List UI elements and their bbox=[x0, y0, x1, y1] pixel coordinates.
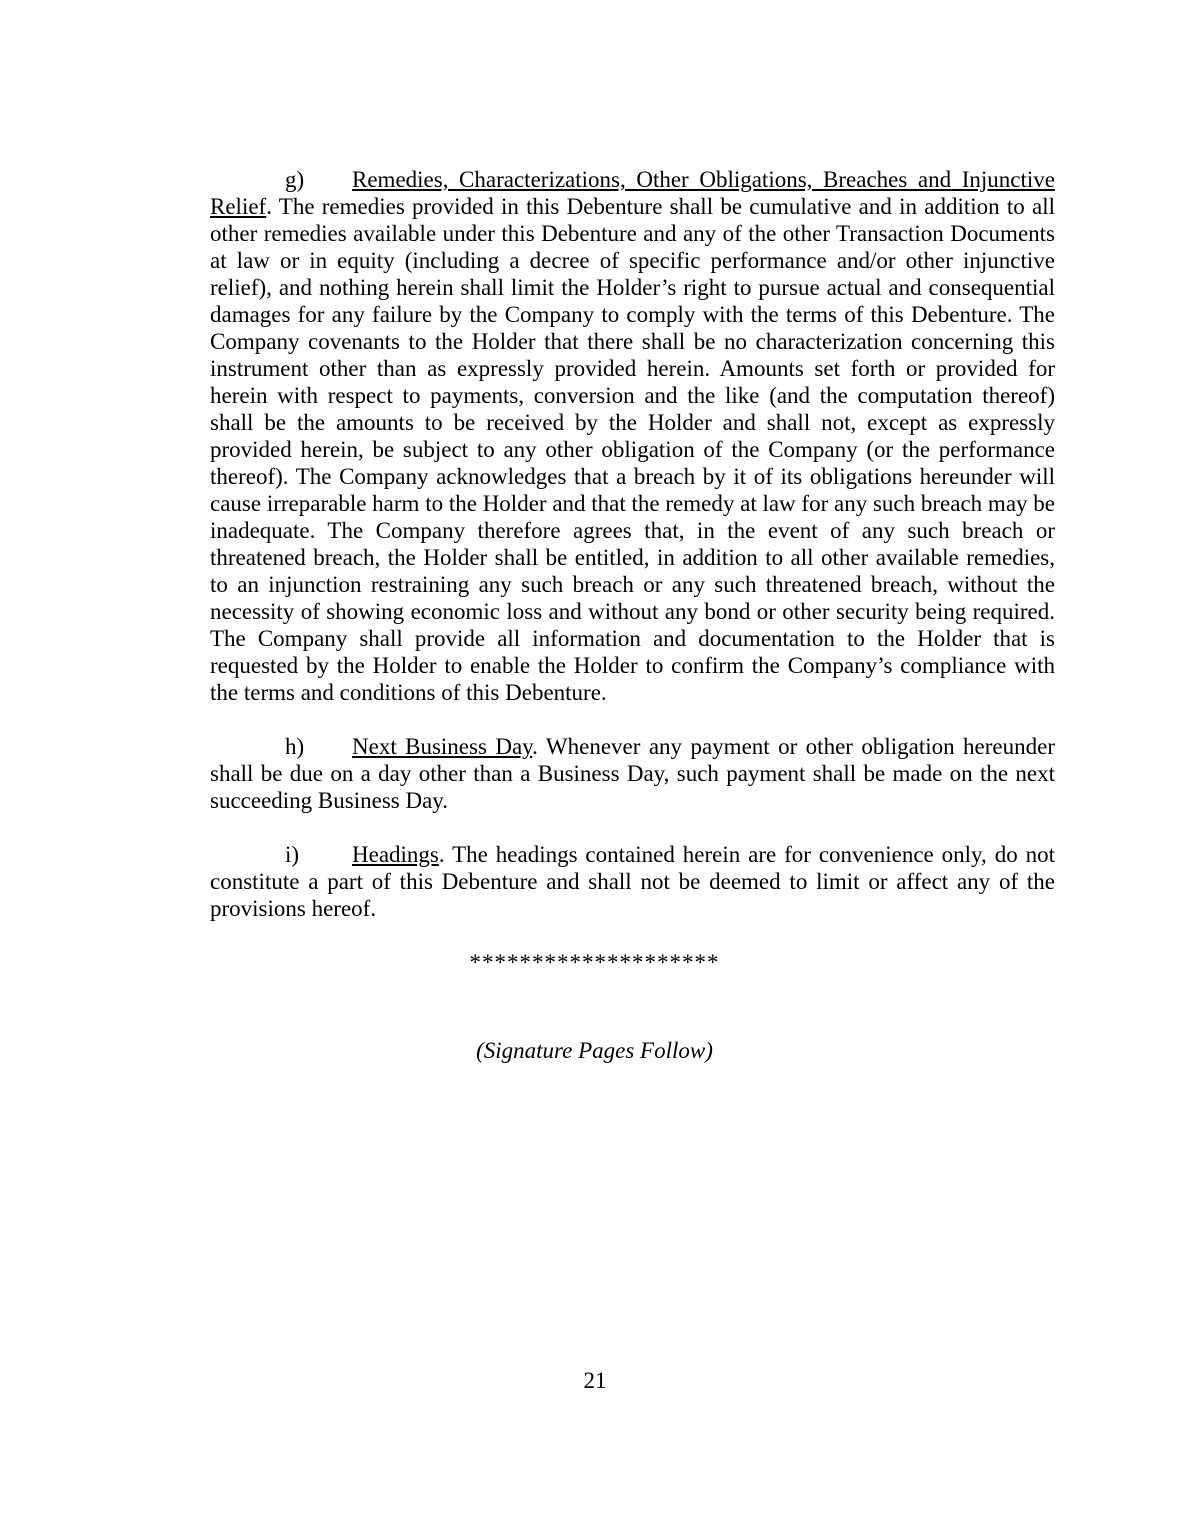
paragraph-i-label: i) bbox=[285, 842, 300, 867]
paragraph-h bbox=[210, 733, 1055, 814]
paragraph-h-label: h) bbox=[285, 734, 305, 759]
paragraph-h-text: . Whenever any payment or other obligation hereunder shall be due on a day other than a Business Day, such payment shall be made on the next succeeding Business Day. bbox=[210, 734, 1055, 813]
paragraph-g-heading: Remedies, Characterizations, Other Obligations, Breaches and Injunctive Relief bbox=[210, 167, 1055, 219]
separator-asterisks: ******************** bbox=[469, 950, 720, 975]
page-number: 21 bbox=[583, 1368, 607, 1393]
paragraph-i-text: . The headings contained herein are for convenience only, do not constitute a part of this Debenture and shall not be deemed to limit or affect any of the provisions hereof. bbox=[210, 842, 1055, 921]
paragraph-i-heading: Headings bbox=[352, 842, 439, 867]
paragraph-h-heading: Next Business Day bbox=[352, 734, 533, 759]
signature-note: (Signature Pages Follow) bbox=[476, 1038, 713, 1063]
paragraph-g-label: g) bbox=[285, 167, 305, 192]
paragraph-g-text: . The remedies provided in this Debenture shall be cumulative and in addition to all other remedies available under this Debenture and any of the other Transaction Documents at law or in equity (including a decree of specific performance and/or other injunctive relief), and nothing herein shall limit the Holder’s right to pursue actual and consequential damages for any failure by the Company to comply with the terms of this Debenture. The Company covenants to the Holder that there shall be no characterization concerning this instrument other than as expressly provided herein. Amounts set forth or provided for herein with respect to payments, conversion and the like (and the computation thereof) shall be the amounts to be received by the Holder and shall not, except as expressly provided herein, be subject to any other obligation of the Company (or the performance thereof). The Company acknowledges that a breach by it of its obligations hereunder will cause irreparable harm to the Holder and that the remedy at law for any such breach may be inadequate. The Company therefore agrees that, in the event of any such breach or threatened breach, the Holder shall be entitled, in addition to all other available remedies, to an injunction restraining any such breach or any such threatened breach, without the necessity of showing economic loss and without any bond or other security being required. The Company shall provide all information and documentation to the Holder that is requested by the Holder to enable the Holder to confirm the Company’s compliance with the terms and conditions of this Debenture. bbox=[210, 194, 1055, 705]
paragraph-g bbox=[210, 166, 1055, 706]
document-body bbox=[210, 166, 1055, 1064]
paragraph-i bbox=[210, 841, 1055, 922]
